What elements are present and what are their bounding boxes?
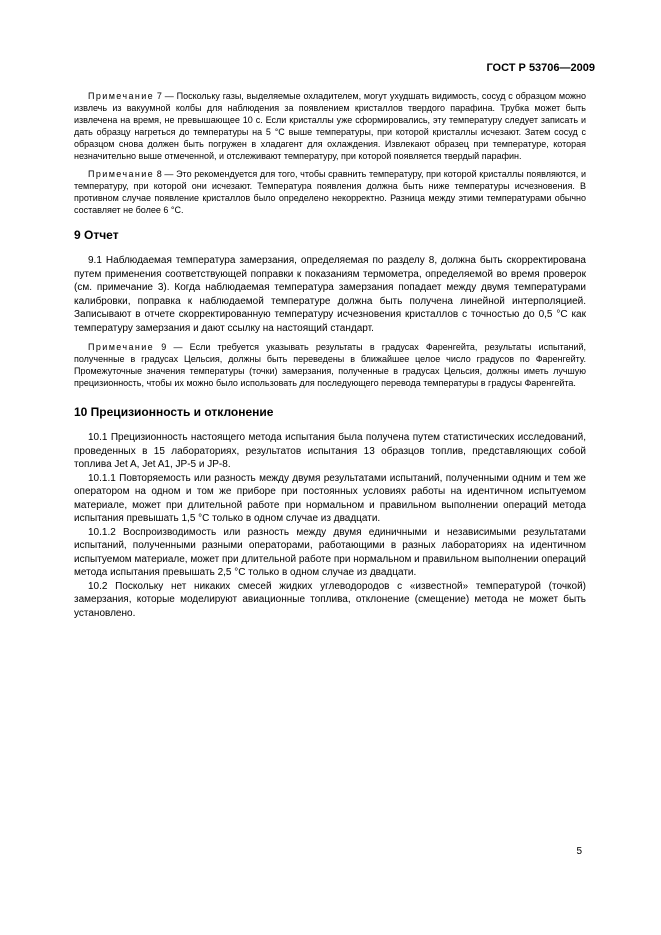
paragraph-10-1-1: 10.1.1 Повторяемость или разность между двумя результатами испытаний, полученными одним и тем же оператором на одном и том же приборе при постоянных условиях работы на идентичном испытуемом материале, может при длительной работе при нормальном и правильном выполнении операций метода испытания превышать 1,5 °С только в одном случае из двадцати. [74, 472, 586, 524]
note-text: 7 — Поскольку газы, выделяемые охладителем, могут ухудшать видимость, сосуд с образцом можно извлечь из вакуумной колбы для наблюдения за появлением кристаллов твердого парафина. Трубка может быть извлечена на время, не превышающее 10 с. Если кристаллы уже сформировались, эту температуру следует записать и дать образцу нагреться до температуры на 5 °С выше температуры, при которой кристаллы исчезают. Затем сосуд с образцом снова должен быть погружен в хладагент для охлаждения. Извлекают образец при температуре, которая незначительно выше отмеченной, и отслеживают температуру, при которой появляется твердый парафин. [74, 91, 586, 161]
paragraph-9-1: 9.1 Наблюдаемая температура замерзания, определяемая по разделу 8, должна быть скорректирована путем применения соответствующей поправки к показаниям термометра, определяемой во время проверок (см. примечание 3). Когда наблюдаемая температура замерзания попадает между двумя температурами калибровки, поправка к наблюдаемой температуре должна быть получена линейной интерполяцией. Записывают в отчете скорректированную температуру исчезновения кристаллов с точностью до 0,5 °С как температуру замерзания и дают ссылку на настоящий стандарт. [74, 255, 586, 334]
note-label: Примечание [88, 91, 155, 101]
paragraph-10-2: 10.2 Поскольку нет никаких смесей жидких углеводородов с «известной» температурой (точкой) замерзания, которые моделируют авиационные топлива, отклонение (смещение) метода не может быть установлено. [74, 580, 586, 619]
page-content [74, 90, 586, 620]
section-10-heading: 10 Прецизионность и отклонение [74, 405, 274, 419]
note-text: 9 — Если требуется указывать результаты в градусах Фаренгейта, результаты испытаний, полученные в градусах Цельсия, должны быть переведены в ближайшее целое число градусов по Фаренгейту. Промежуточные значения температуры (точки) замерзания, полученные в градусах Цельсия, должны иметь лучшую прецизионность, чтобы их можно было использовать для последующего перевода температуры в градусы Фаренгейта. [74, 342, 586, 388]
paragraph-10-1: 10.1 Прецизионность настоящего метода испытания была получена путем статистических исследований, проведенных в 15 лабораториях, результатов испытания 13 образцов топлив, представляющих собой топлива Jet A, Jet A1, JP-5 и JP-8. [74, 432, 586, 470]
standard-number: ГОСТ Р 53706—2009 [486, 62, 595, 74]
note-9 [74, 341, 586, 389]
note-label: Примечание [88, 342, 155, 352]
note-8 [74, 168, 586, 216]
section-9-heading: 9 Отчет [74, 228, 119, 242]
note-label: Примечание [88, 169, 155, 179]
note-text: 8 — Это рекомендуется для того, чтобы сравнить температуру, при которой кристаллы появляются, и температуру, при которой они исчезают. Температура появления должна быть ниже температуры исчезновения. В противном случае появление кристаллов было определено некорректно. Разница между этими температурами обычно составляет не более 6 °С. [74, 169, 586, 215]
note-7 [74, 90, 586, 162]
paragraph-10-1-2: 10.1.2 Воспроизводимость или разность между двумя единичными и независимыми результатами испытаний, полученными разными операторами, работающими в разных лабораториях на идентичном испытуемом материале, может при длительной работе при нормальном и правильном выполнении операций метода испытания превышать 2,5 °С только в одном случае из двадцати. [74, 526, 586, 578]
page-number: 5 [576, 846, 582, 857]
